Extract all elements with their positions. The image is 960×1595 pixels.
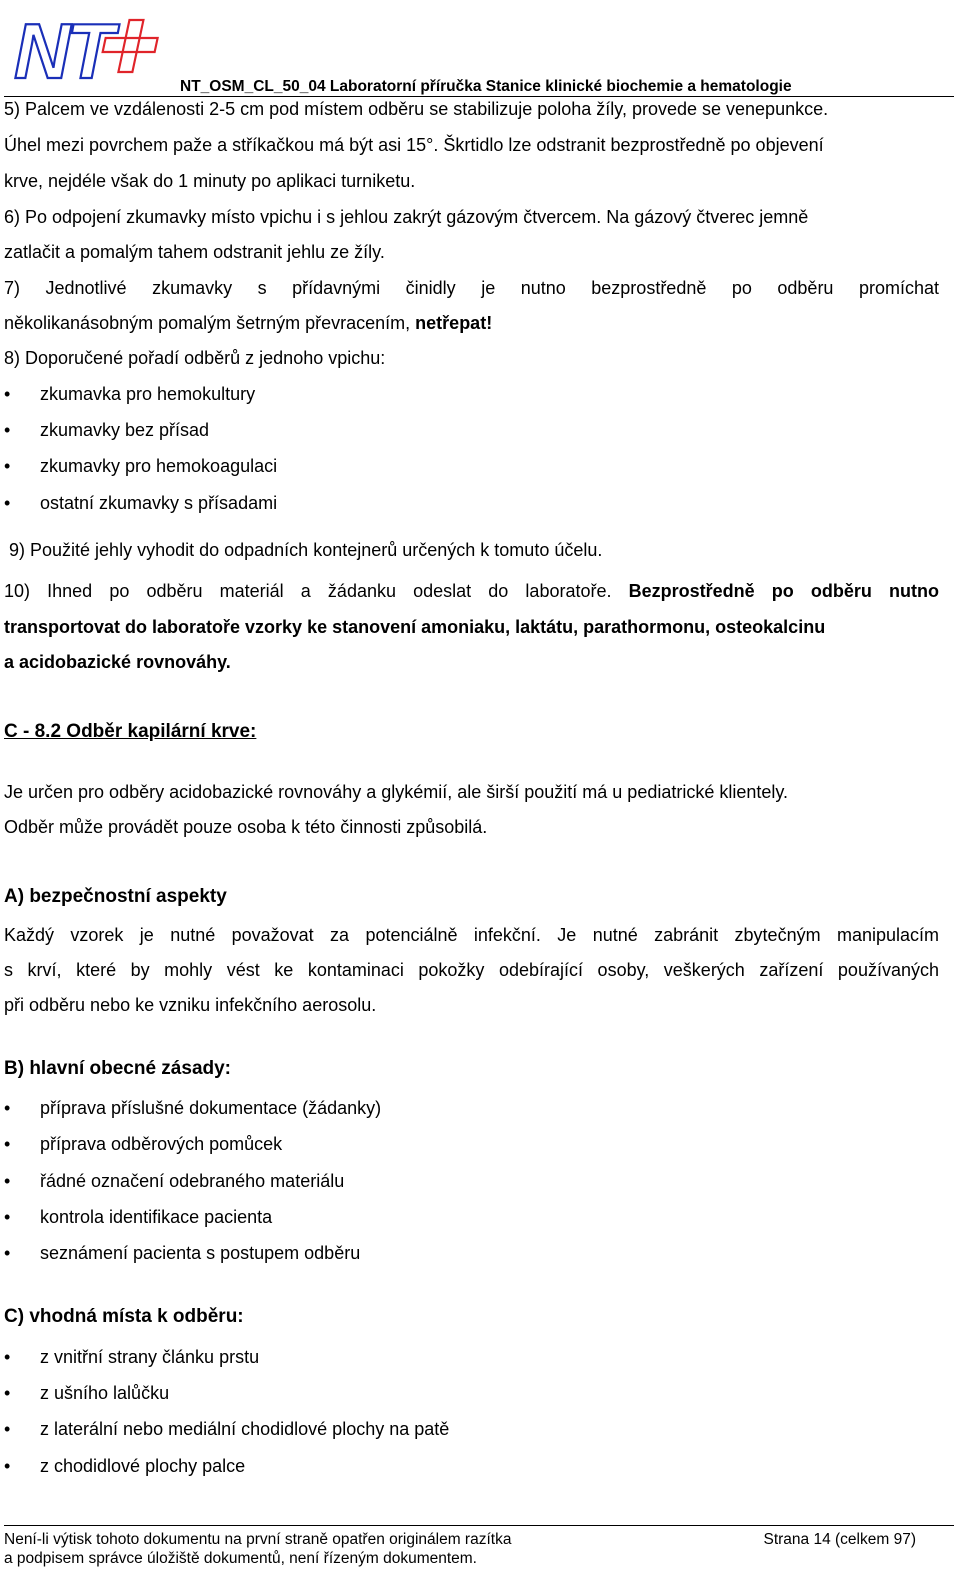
capillary-line-2: Odběr může provádět pouze osoba k této činnosti způsobilá.: [4, 817, 488, 837]
paragraph-5-line-3: krve, nejdéle však do 1 minuty po aplikaci turniketu.: [4, 171, 416, 191]
heading-b-principles: B) hlavní obecné zásady:: [4, 1058, 232, 1079]
bullet-icon: •: [4, 1383, 11, 1403]
bullet-icon: •: [4, 1419, 11, 1439]
header-divider: [4, 96, 954, 97]
paragraph-10-line-2: transportovat do laboratoře vzorky ke stanovení amoniaku, laktátu, parathormonu, osteokalcinu: [4, 617, 826, 637]
bullet-icon: •: [4, 1456, 11, 1476]
paragraph-5-line-2: Úhel mezi povrchem paže a stříkačkou má být asi 15°. Škrtidlo lze odstranit bezprostředně po objevení: [4, 135, 824, 155]
nt-plus-logo: [12, 8, 172, 88]
page-number: Strana 14 (celkem 97): [763, 1531, 916, 1548]
section-a-line-1: Každý vzorek je nutné považovat za potenciálně infekční. Je nutné zabránit zbytečným manipulacím: [4, 925, 939, 945]
paragraph-10-emphasis: Bezprostředně po odběru nutno: [628, 581, 939, 601]
bullet-icon: •: [4, 456, 11, 476]
bullet-icon: •: [4, 1207, 11, 1227]
svg-text:NT: NT: [14, 8, 110, 88]
capillary-line-1: Je určen pro odběry acidobazické rovnováhy a glykémií, ale širší použití má u pediatrické klientely.: [4, 782, 789, 802]
footer-note-line-2: a podpisem správce úložiště dokumentů, není řízeným dokumentem.: [4, 1550, 477, 1567]
bullet-icon: •: [4, 384, 11, 404]
document-title: NT_OSM_CL_50_04 Laboratorní příručka Stanice klinické biochemie a hematologie: [180, 78, 792, 95]
paragraph-8: 8) Doporučené pořadí odběrů z jednoho vpichu:: [4, 348, 386, 368]
paragraph-5-line-1: 5) Palcem ve vzdálenosti 2-5 cm pod místem odběru se stabilizuje poloha žíly, provede se venepunkce.: [4, 99, 829, 119]
paragraph-7-line-1: 7) Jednotlivé zkumavky s přídavnými činidly je nutno bezprostředně po odběru promíchat: [4, 278, 939, 298]
paragraph-10-text: 10) Ihned po odběru materiál a žádanku odeslat do laboratoře.: [4, 581, 629, 601]
paragraph-6-line-2: zatlačit a pomalým tahem odstranit jehlu ze žíly.: [4, 242, 385, 262]
paragraph-6-line-1: 6) Po odpojení zkumavky místo vpichu i s jehlou zakrýt gázovým čtvercem. Na gázový čtverec jemně: [4, 207, 809, 227]
paragraph-10-line-1: [4, 580, 939, 602]
bullet-icon: •: [4, 1134, 11, 1154]
section-heading-c-8-2: C - 8.2 Odběr kapilární krve:: [4, 721, 257, 742]
heading-a-safety: A) bezpečnostní aspekty: [4, 886, 227, 907]
paragraph-9: 9) Použité jehly vyhodit do odpadních kontejnerů určených k tomuto účelu.: [9, 540, 603, 560]
paragraph-7-emphasis: netřepat!: [415, 313, 493, 333]
paragraph-7-text: několikanásobným pomalým šetrným převracením,: [4, 313, 416, 333]
bullet-icon: •: [4, 1171, 11, 1191]
bullet-icon: •: [4, 420, 11, 440]
footer-note-line-1: Není-li výtisk tohoto dokumentu na první straně opatřen originálem razítka: [4, 1531, 512, 1548]
section-a-line-3: při odběru nebo ke vzniku infekčního aerosolu.: [4, 995, 377, 1015]
footer-divider: [4, 1525, 954, 1526]
heading-c-sites: C) vhodná místa k odběru:: [4, 1306, 244, 1327]
paragraph-10-line-3: a acidobazické rovnováhy.: [4, 652, 231, 672]
bullet-icon: •: [4, 1243, 11, 1263]
bullet-icon: •: [4, 1098, 11, 1118]
bullet-icon: •: [4, 493, 11, 513]
section-a-line-2: s krví, které by mohly vést ke kontaminaci pokožky odebírající osoby, veškerých zařízení používaných: [4, 960, 939, 980]
paragraph-7-line-2: [4, 312, 492, 334]
bullet-icon: •: [4, 1347, 11, 1367]
